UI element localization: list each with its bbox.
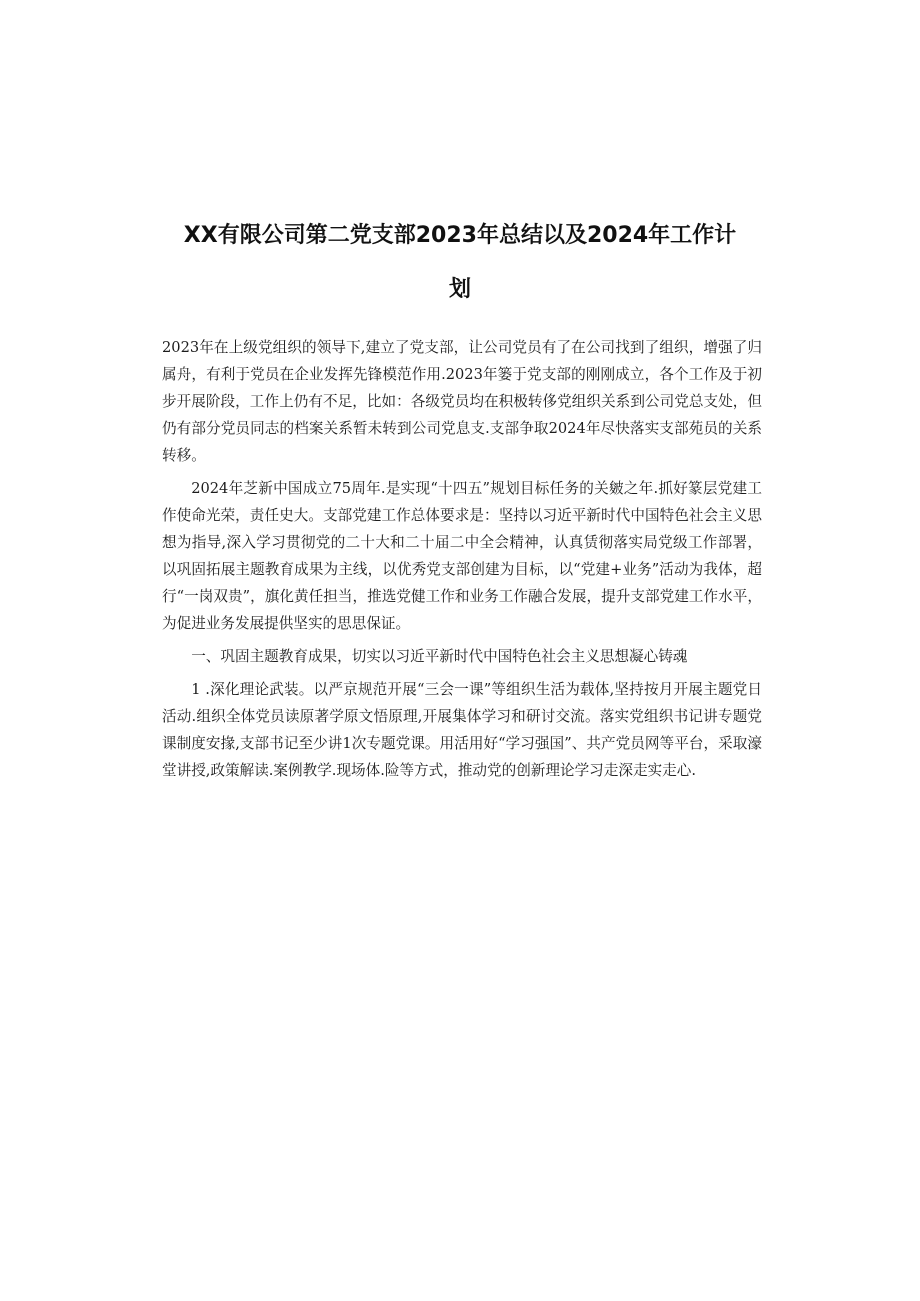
section-heading-1: 一、巩固主题教育成果，切实以习近平新时代中国特色社会主义思想凝心铸魂 — [191, 648, 688, 665]
paragraph-requirements-2024: 2024年芝新中国成立75周年.是实现“十四五”规划目标任务的关皴之年.抓好篆层党建工作使命光荣，责任史大。支部党建工作总体要求是：坚持以习近平新时代中国特色社会主义思想为指导,深入学习贯彻党的二十大和二十届二中全会精神，认真赁彻落实局党级工作部署，以巩固拓展主题教育成果为主线，以优秀党支部创建为目标，以“党建+业务”活动为我体，超行“一岗双贵”，旗化黄任担当，推选党健工作和业务工作融合发展，提升支部党建工作水平，为促进业务发展提供坚实的思思保证。 — [162, 480, 762, 632]
paragraph-summary-2023: 2023年在上级党组织的领导下,建立了党支部，让公司党员有了在公司找到了组织，增强了归属舟，有利于党员在企业发挥先锋模范作用.2023年篓于党支部的刚刚成立，各个工作及于初步开展阶段，工作上仍有不足，比如：各级党员均在积极转侈党组织关系到公司党总支处，但仍有部分党员同志的档案关系暂未转到公司党息支.支部争取2024年尽快落实支部苑员的关系转移。 — [162, 339, 762, 464]
document-body — [162, 334, 762, 790]
document-title-line-2: 划 — [448, 277, 471, 302]
document-title-line-1: XX有限公司第二党支部2023年总结以及2024年工作计 — [183, 223, 737, 248]
paragraph-theory-study: 1 .深化理论武装。以严京规范开展“三会一课”等组织生活为载体,坚持按月开展主题党日活动.组织全体党员读原著学原文悟原理,开展集体学习和研讨交流。落实党组织书记讲专题党课制度安掾,支部书记至少讲1次专题党课。用活用好“学习强国”、共产党员网等平台，采取濠堂讲授,政策解读.案例教学.现场体.险等方式，推动党的创新理论学习走深走实走心. — [162, 681, 762, 779]
